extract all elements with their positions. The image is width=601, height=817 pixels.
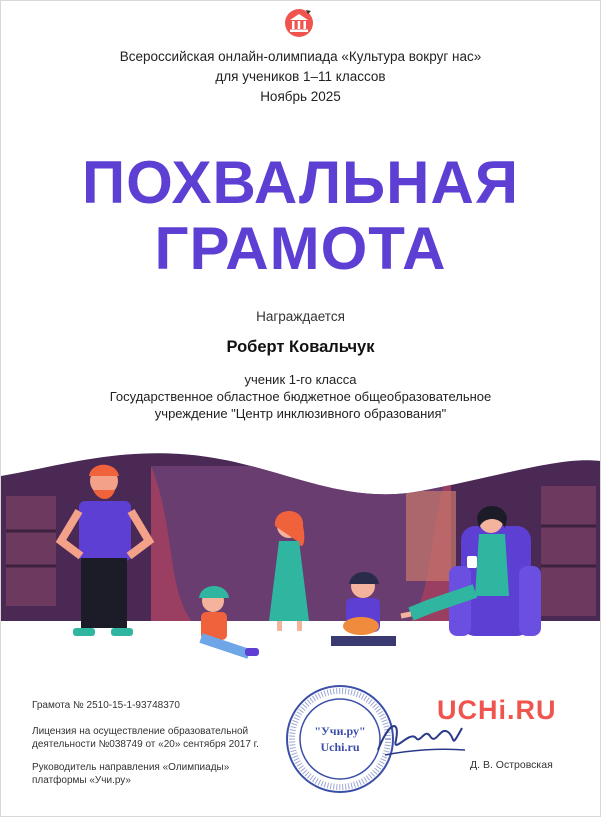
license-line2: деятельности №038749 от «20» сентября 2017 г. bbox=[32, 739, 259, 750]
uchi-logo-icon bbox=[284, 8, 314, 38]
recipient-school-line1: Государственное областное бюджетное общеобразовательное bbox=[109, 389, 492, 404]
olympiad-grades: для учеников 1–11 классов bbox=[215, 69, 386, 84]
head-line1: Руководитель направления «Олимпиады» bbox=[32, 762, 230, 773]
family-illustration bbox=[1, 446, 600, 668]
signatory-name: Д. В. Островская bbox=[470, 759, 553, 771]
stamp-line1: "Учи.ру" bbox=[314, 724, 366, 738]
uchi-brand-logo: UCHi.RU bbox=[437, 695, 557, 725]
certificate-number: Грамота № 2510-15-1-93748370 bbox=[32, 700, 180, 711]
license-line1: Лицензия на осуществление образовательной bbox=[32, 726, 249, 737]
certificate-title-line2: ГРАМОТА bbox=[154, 215, 447, 282]
head-line2: платформы «Учи.ру» bbox=[32, 775, 131, 786]
awarded-label: Награждается bbox=[256, 309, 345, 324]
stamp-line2: Uchi.ru bbox=[320, 740, 360, 754]
license-info bbox=[32, 725, 259, 751]
head-of-department bbox=[32, 761, 229, 787]
recipient-grade: ученик 1-го класса bbox=[244, 372, 357, 387]
recipient-school-line2: учреждение "Центр инклюзивного образования" bbox=[154, 406, 447, 421]
certificate-title-line1: ПОХВАЛЬНАЯ bbox=[82, 149, 519, 216]
olympiad-date: Ноябрь 2025 bbox=[260, 89, 341, 104]
recipient-name: Роберт Ковальчук bbox=[226, 338, 375, 356]
olympiad-title: Всероссийская онлайн-олимпиада «Культура вокруг нас» bbox=[119, 49, 482, 64]
recipient-details bbox=[0, 371, 601, 422]
